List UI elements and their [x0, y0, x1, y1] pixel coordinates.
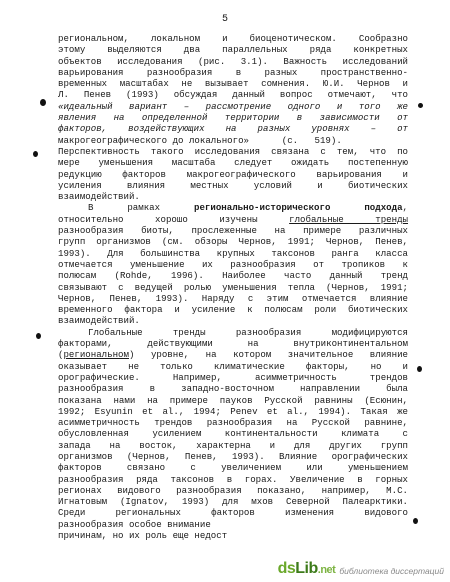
- text-line: полюсам (Rohde, 1996). Наиболее часто данный тренд: [58, 270, 408, 282]
- text-line: отмечается уменьшение их разнообразия от тропиков к: [58, 258, 408, 270]
- text-line: факторами, действующими на внутриконтинентальном: [58, 338, 408, 350]
- text-line: связывают с ведущей ролью уменьшения тепла (Чернов, 1991;: [58, 281, 408, 293]
- text-line: показана нами на примере пауков Русской равнины (Есюнин,: [58, 394, 408, 406]
- text-line: обусловленная усилением континентальности климата с: [58, 428, 408, 440]
- text-line: Игнатовым (Ignatov, 1993) для мхов Северной Палеарктики.: [58, 496, 408, 508]
- text-line: варьирования разнообразия в разных пространственно-: [58, 66, 408, 78]
- watermark: [278, 560, 444, 578]
- text-line: явления на определенной территории в зависимости от: [58, 112, 408, 124]
- text-line: мере уменьшения масштаба следует ожидать постепенную: [58, 157, 408, 169]
- text-line: редукцию факторов макрогеографического варьирования и: [58, 168, 408, 180]
- text-line: Л. Пенев (1993) обсуждая данный вопрос отмечают, что: [58, 89, 408, 101]
- text-line: асимметричность трендов разнообразия на Русской равнине,: [58, 417, 408, 429]
- text-line: взаимодействий.: [58, 315, 140, 327]
- text-line: региональном, локальном и биоценотическом. Сообразно: [58, 33, 408, 44]
- dslib-logo: dsLib.net: [277, 560, 336, 577]
- text-line: разнообразия особое внимание: [58, 518, 211, 530]
- text-line: факторов, воздействующих на разных уровнях – от: [58, 123, 408, 135]
- text-line: регионах видового разнообразия показано, например, М.С.: [58, 484, 408, 496]
- text-line: разнообразия ряда таксонов в горах. Увеличение в горных: [58, 473, 408, 485]
- text-line: орографические. Например, асимметричность трендов: [58, 371, 408, 383]
- scan-blot: [36, 333, 41, 339]
- text-line: временного фактора и усиление к полюсам роли биотических: [58, 304, 408, 316]
- text-line: факторов связано с увеличением или уменьшением: [58, 462, 408, 474]
- text-line: оказывает не только климатические факторы, но и: [58, 360, 408, 372]
- text-line: макрогеографического до локального» (с. 519).: [58, 134, 342, 146]
- text-line: запада на восток, характерна и для других групп: [58, 439, 408, 451]
- text-line: организмов (Чернов, Пенев, 1993). Влияние орографических: [58, 450, 408, 462]
- text-line: относительно хорошо изучены глобальные тренды: [58, 213, 408, 225]
- text-line: причинам, но их роль еще недост: [58, 530, 228, 542]
- text-line: временных масштабах не вызывает сомнения. Ю.И. Чернов и: [58, 78, 408, 90]
- text-line: групп организмов (см. обзоры Чернов, 1991; Чернов, Пенев,: [58, 236, 408, 248]
- text-line: Перспективность такого исследования связана с тем, что по: [58, 145, 408, 157]
- scan-blot: [413, 518, 418, 524]
- text-line: 1992; Esyunin et al., 1994; Penev et al., 1994). Такая же: [58, 405, 408, 417]
- text-line: Глобальные тренды разнообразия модифицируются: [88, 326, 408, 338]
- scan-blot: [40, 99, 46, 106]
- text-line: «идеальный вариант – рассмотрение одного и того же: [58, 100, 408, 112]
- text-line: Чернов, Пенев, 1993). Наряду с этим отмечается влияние: [58, 292, 408, 304]
- text-line: этому выделяются два параллельных ряда конкретных: [58, 44, 408, 56]
- text-line: (региональном) уровне, на котором значительное влияние: [58, 349, 408, 361]
- watermark-subtitle: библиотека диссертаций: [339, 566, 444, 576]
- text-line: разнообразия биоты, прослеженные на примере различных: [58, 225, 408, 237]
- text-line: усиления влияния местных условий и биотических: [58, 179, 408, 191]
- text-line: Среди региональных факторов изменения видового: [58, 507, 408, 519]
- body-text: [58, 33, 408, 541]
- text-line: В рамках регионально-исторического подхода,: [88, 202, 408, 214]
- text-line: 1993). Для большинства крупных таксонов ранга класса: [58, 247, 408, 259]
- scan-blot: [418, 103, 423, 108]
- scan-blot: [33, 151, 38, 157]
- scan-blot: [417, 366, 422, 372]
- text-line: разнообразия в западно-восточном направлении была: [58, 383, 408, 395]
- text-line: взаимодействий.: [58, 191, 140, 203]
- page-number: 5: [221, 14, 228, 25]
- text-line: объектов исследования (рис. 3.1). Важность исследований: [58, 55, 408, 67]
